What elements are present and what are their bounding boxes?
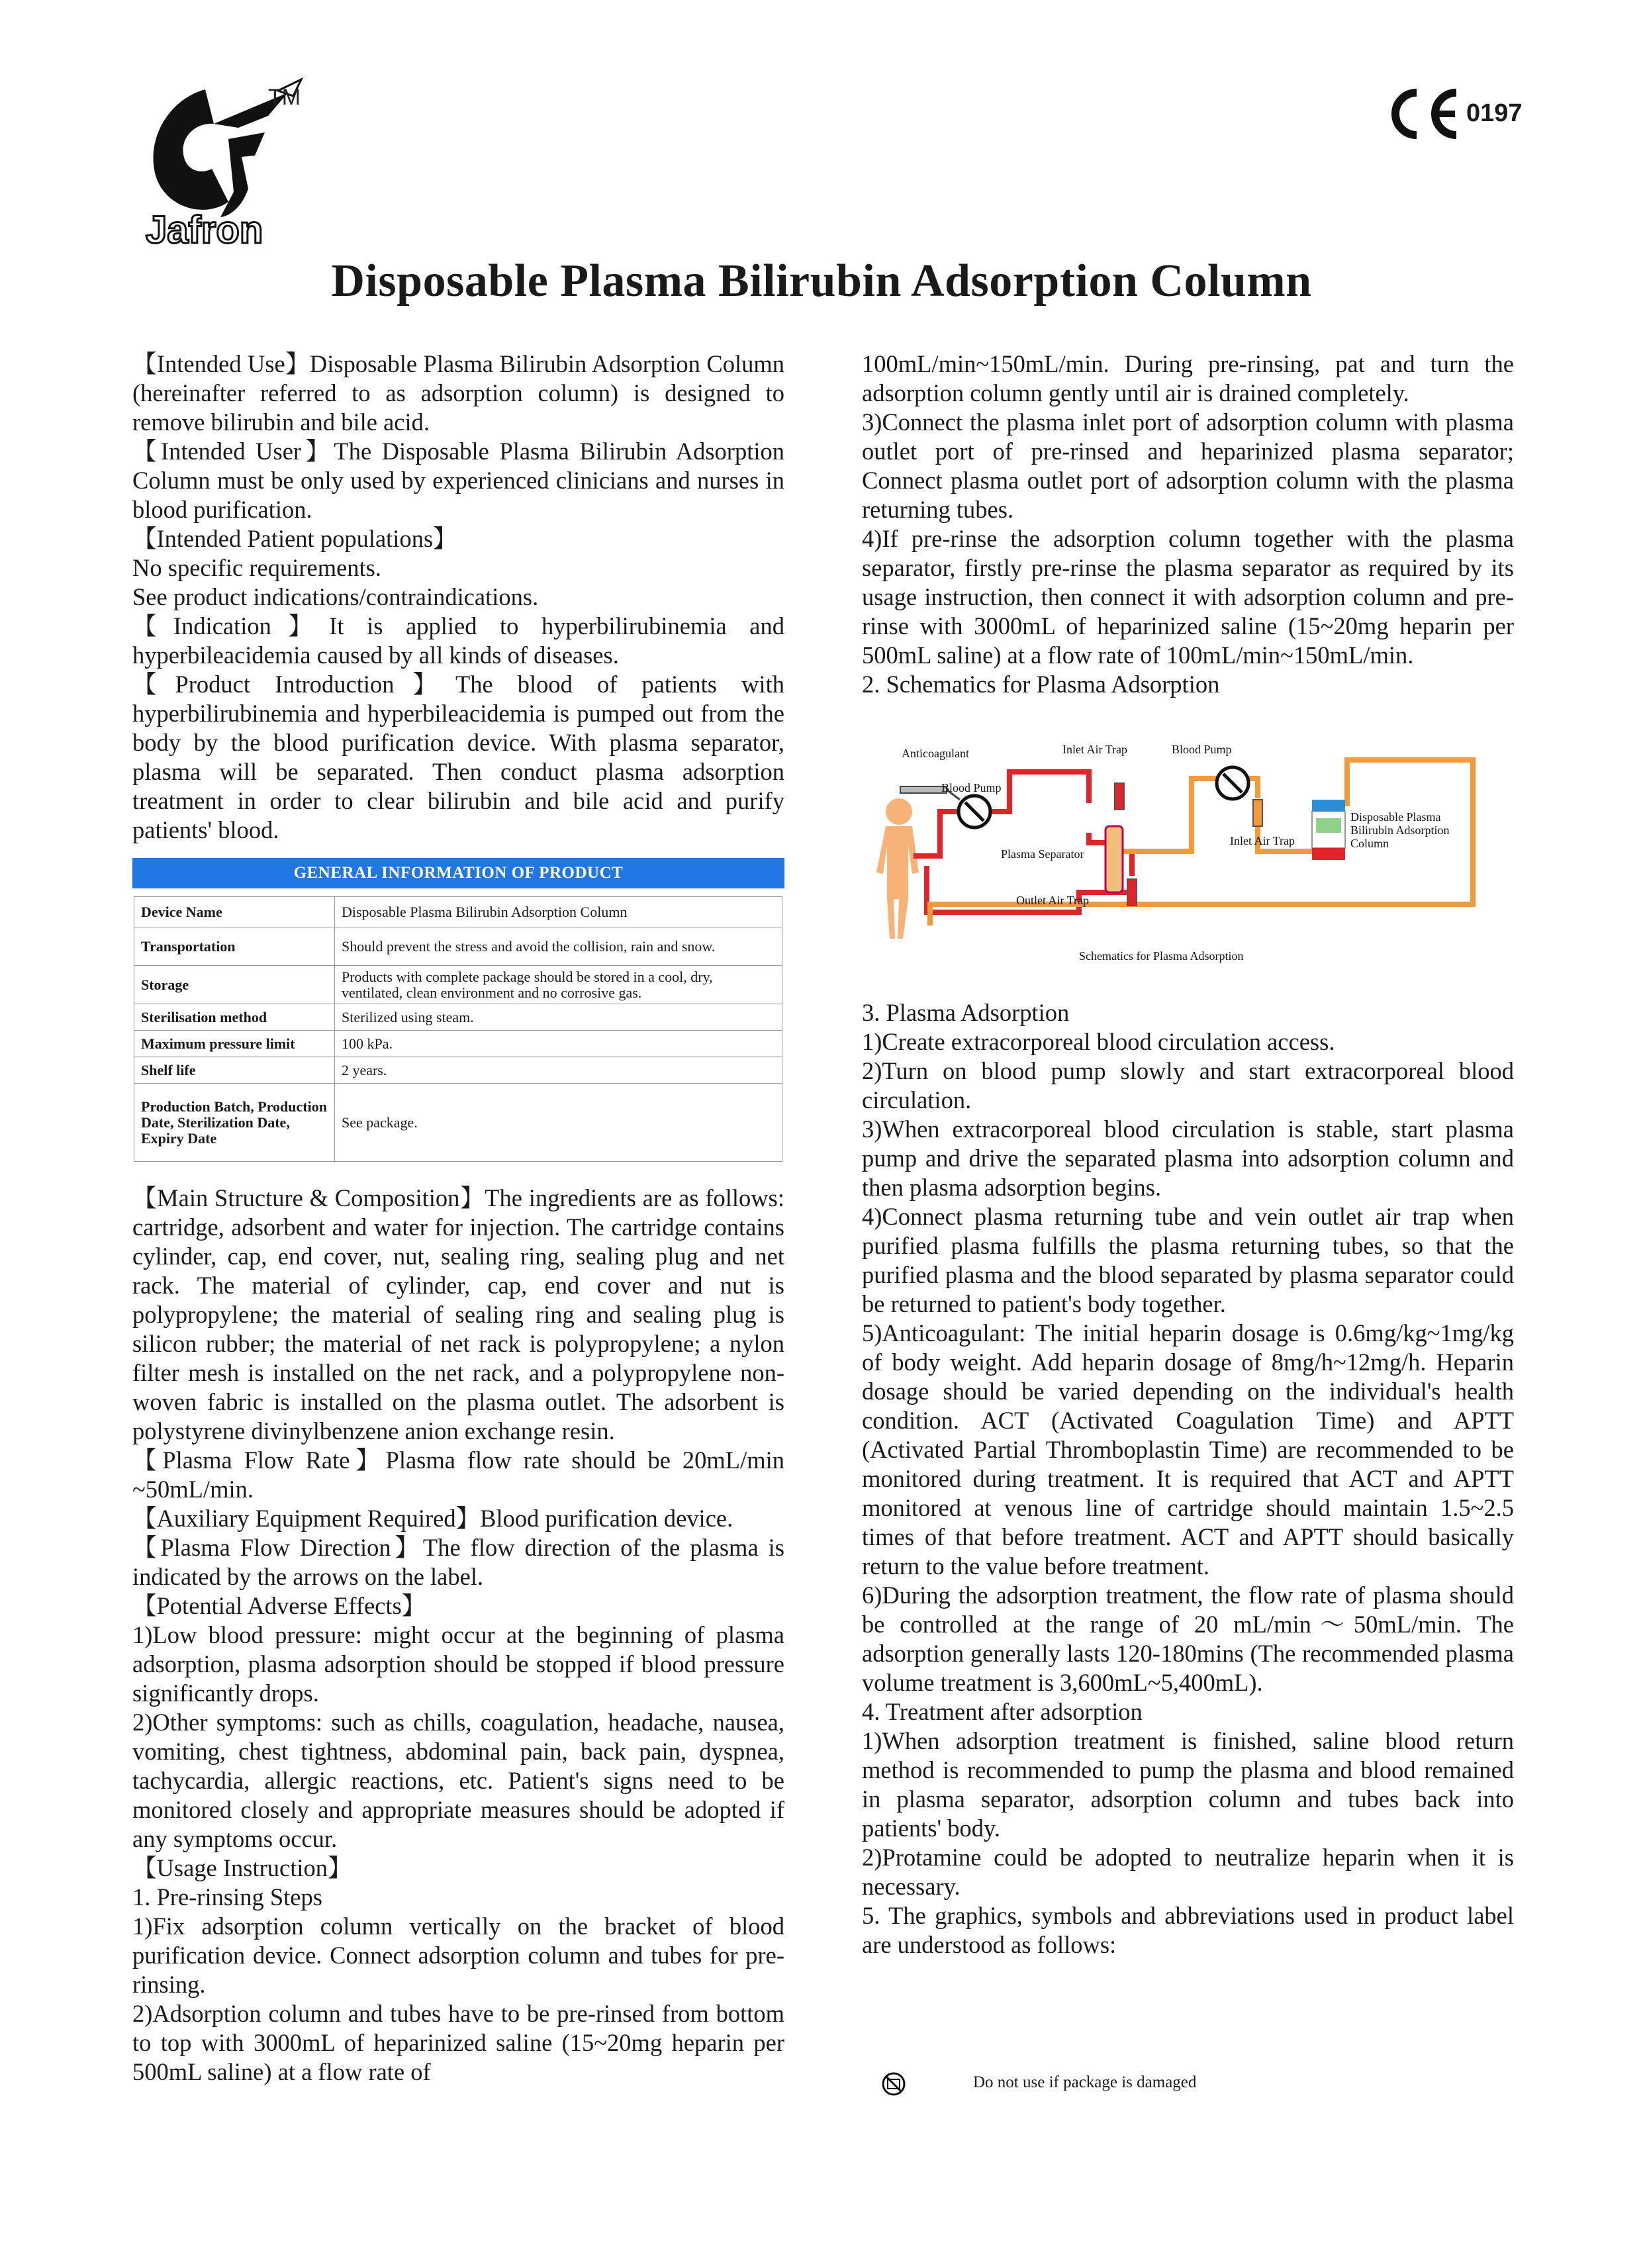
paragraph: 【Intended Patient populations】 (132, 525, 457, 552)
label-outlet-air-trap: Outlet Air Trap (1016, 894, 1090, 907)
paragraph: 【Auxiliary Equipment Required】Blood purification device. (132, 1505, 733, 1532)
table-row (134, 966, 782, 1004)
paragraph: 【Product Introduction】The blood of patients with hyperbilirubinemia and hyperbileacidemia is pumped out from the body by the blood purification device. With plasma separator, plasma will be separated. Then conduct plasma adsorption treatment in order to clear bilirubin and bile acid and purify patients' blood. (132, 671, 784, 843)
air-trap-icon (1127, 879, 1137, 906)
table-value: Products with complete package should be stored in a cool, dry, ventilated, clean environment and no corrosive gas. (335, 966, 782, 1004)
paragraph: 5. The graphics, symbols and abbreviations used in product label are understood as follows: (862, 1902, 1514, 1958)
paragraph: 2)Other symptoms: such as chills, coagulation, headache, nausea, vomiting, chest tightness, abdominal pain, back pain, dyspnea, tachycardia, allergic reactions, etc. Patient's signs need to be monitored closely and appropriate measures should be adopted if any symptoms occur. (132, 1709, 784, 1852)
table-value: Sterilized using steam. (335, 1004, 782, 1031)
product-info-table (132, 858, 784, 1162)
right-column-top (862, 350, 1514, 699)
info-table (134, 896, 782, 1162)
air-trap-icon (1115, 783, 1124, 810)
label-inlet-air-trap: Inlet Air Trap (1230, 834, 1295, 847)
left-column-top (132, 350, 784, 845)
table-value: 100 kPa. (335, 1031, 782, 1057)
table-key: Maximum pressure limit (134, 1031, 335, 1057)
table-value: Disposable Plasma Bilirubin Adsorption Column (335, 897, 782, 927)
notified-body-number: 0197 (1466, 99, 1523, 127)
paragraph: 5)Anticoagulant: The initial heparin dosage is 0.6mg/kg~1mg/kg of body weight. Add heparin dosage of 8mg/h~12mg/h. Heparin dosage should be varied depending on the individual's health condition. ACT (Activated Coagulation Time) and APTT (Activated Partial Thromboplastin Time) are recommended to be monitored during treatment. It is required that ACT and APTT monitored at venous line of cartridge should maintain 1.5~2.5 times of that before treatment. ACT and APTT should basically return to the value before treatment. (862, 1319, 1514, 1580)
table-row (134, 897, 782, 927)
paragraph: 4)Connect plasma returning tube and vein outlet air trap when purified plasma fulfills the plasma returning tubes, so that the purified plasma and the blood separated by plasma separator could be returned to patient's body together. (862, 1203, 1514, 1317)
paragraph: 2)Adsorption column and tubes have to be pre-rinsed from bottom to top with 3000mL of heparinized saline (15~20mg heparin per 500mL saline) at a flow rate of (132, 2000, 784, 2085)
paragraph: 4. Treatment after adsorption (862, 1698, 1143, 1725)
paragraph: 【Plasma Flow Direction】The flow direction of the plasma is indicated by the arrows on the label. (132, 1534, 784, 1590)
paragraph: 1. Pre-rinsing Steps (132, 1883, 322, 1911)
table-key: Device Name (134, 897, 335, 927)
label-inlet-air-trap: Inlet Air Trap (1062, 743, 1128, 756)
adsorption-column-icon (1312, 800, 1345, 860)
label-column: Bilirubin Adsorption (1350, 824, 1450, 837)
document-title: Disposable Plasma Bilirubin Adsorption Column (331, 256, 1312, 307)
right-column-bottom (862, 998, 1514, 1960)
paragraph: 2)Turn on blood pump slowly and start extracorporeal blood circulation. (862, 1057, 1514, 1113)
trademark-symbol: TM (268, 85, 301, 110)
paragraph: 3. Plasma Adsorption (862, 999, 1070, 1026)
diagram-caption: Schematics for Plasma Adsorption (1079, 949, 1244, 963)
table-row (134, 1084, 782, 1162)
paragraph: See product indications/contraindications. (132, 583, 539, 610)
table-key: Storage (134, 966, 335, 1004)
paragraph: No specific requirements. (132, 554, 382, 581)
table-value: See package. (335, 1084, 782, 1162)
paragraph: 【Intended Use】Disposable Plasma Bilirubin Adsorption Column (hereinafter referred to as adsorption column) is designed to remove bilirubin and bile acid. (132, 350, 784, 436)
logo-wordmark: Jafron (146, 209, 263, 248)
label-blood-pump: Blood Pump (1172, 743, 1232, 756)
table-heading: GENERAL INFORMATION OF PRODUCT (132, 858, 784, 888)
label-plasma-separator: Plasma Separator (1001, 847, 1084, 861)
paragraph: 【Intended User】The Disposable Plasma Bilirubin Adsorption Column must be only used by experienced clinicians and nurses in blood purification. (132, 438, 784, 523)
do-not-use-if-damaged-icon (880, 2071, 907, 2097)
paragraph: 1)Create extracorporeal blood circulation access. (862, 1028, 1335, 1055)
paragraph: 【Main Structure & Composition】The ingredients are as follows: cartridge, adsorbent and water for injection. The cartridge contains cylinder, cap, end cover, nut, sealing ring, sealing plug and net rack. The material of cylinder, cap, end cover and nut is polypropylene; the material of sealing ring and sealing plug is silicon rubber; the material of net rack is polypropylene; a nylon filter mesh is installed on the net rack, and a polypropylene non-woven fabric is installed on the plasma outlet. The adsorbent is polystyrene divinylbenzene anion exchange resin. (132, 1184, 784, 1444)
plasma-pump-icon (1217, 767, 1248, 799)
label-blood-pump: Blood Pump (941, 781, 1002, 794)
paragraph: 3)When extracorporeal blood circulation is stable, start plasma pump and drive the separated plasma into adsorption column and then plasma adsorption begins. (862, 1115, 1514, 1201)
ce-mark-icon (1385, 87, 1464, 140)
patient-figure-icon (876, 798, 919, 939)
table-row (134, 1057, 782, 1084)
table-key: Transportation (134, 927, 335, 966)
air-trap-icon (1253, 800, 1262, 826)
table-key: Production Batch, Production Date, Sterilization Date, Expiry Date (134, 1084, 335, 1162)
paragraph: 100mL/min~150mL/min. During pre-rinsing, pat and turn the adsorption column gently until air is drained completely. (862, 350, 1514, 406)
table-value: 2 years. (335, 1057, 782, 1084)
symbol-description: Do not use if package is damaged (973, 2073, 1197, 2091)
paragraph: 【Plasma Flow Rate】Plasma flow rate should be 20mL/min ~50mL/min. (132, 1446, 784, 1503)
paragraph: 6)During the adsorption treatment, the flow rate of plasma should be controlled at the range of 20 mL/min～50mL/min. The adsorption generally lasts 120-180mins (The recommended plasma volume treatment is 3,600mL~5,400mL). (862, 1582, 1514, 1696)
paragraph: 1)Fix adsorption column vertically on the bracket of blood purification device. Connect adsorption column and tubes for pre-rinsing. (132, 1913, 784, 1998)
label-column: Disposable Plasma (1350, 810, 1441, 824)
paragraph: 【Indication】It is applied to hyperbilirubinemia and hyperbileacidemia caused by all kinds of diseases. (132, 612, 784, 669)
plasma-separator-icon (1105, 826, 1123, 892)
table-value: Should prevent the stress and avoid the collision, rain and snow. (335, 927, 782, 966)
label-anticoagulant: Anticoagulant (902, 747, 969, 760)
paragraph: 4)If pre-rinse the adsorption column together with the plasma separator, firstly pre-rinse the plasma separator as required by its usage instruction, then connect it with adsorption column and pre-rinse with 3000mL of heparinized saline (15~20mg heparin per 500mL saline) at a flow rate of 100mL/min~150mL/min. (862, 525, 1514, 669)
paragraph: 2)Protamine could be adopted to neutralize heparin when it is necessary. (862, 1844, 1514, 1900)
plasma-adsorption-schematic (861, 733, 1513, 986)
label-column: Column (1350, 837, 1389, 850)
paragraph: 【Potential Adverse Effects】 (132, 1592, 426, 1619)
paragraph: 1)When adsorption treatment is finished, saline blood return method is recommended to pump the plasma and blood remained in plasma separator, adsorption column and tubes back into patients' body. (862, 1727, 1514, 1842)
table-row (134, 1004, 782, 1031)
paragraph: 1)Low blood pressure: might occur at the beginning of plasma adsorption, plasma adsorption should be stopped if blood pressure significantly drops. (132, 1621, 784, 1707)
table-row (134, 927, 782, 966)
left-column-bottom (132, 1184, 784, 2087)
blood-pump-icon (959, 796, 990, 827)
table-key: Sterilisation method (134, 1004, 335, 1031)
jafron-logo (142, 76, 341, 248)
table-row (134, 1031, 782, 1057)
paragraph: 3)Connect the plasma inlet port of adsorption column with plasma outlet port of pre-rinsed and heparinized plasma separator; Connect plasma outlet port of adsorption column with the plasma returning tubes. (862, 408, 1514, 523)
paragraph: 【Usage Instruction】 (132, 1854, 352, 1881)
table-key: Shelf life (134, 1057, 335, 1084)
paragraph: 2. Schematics for Plasma Adsorption (862, 671, 1220, 698)
